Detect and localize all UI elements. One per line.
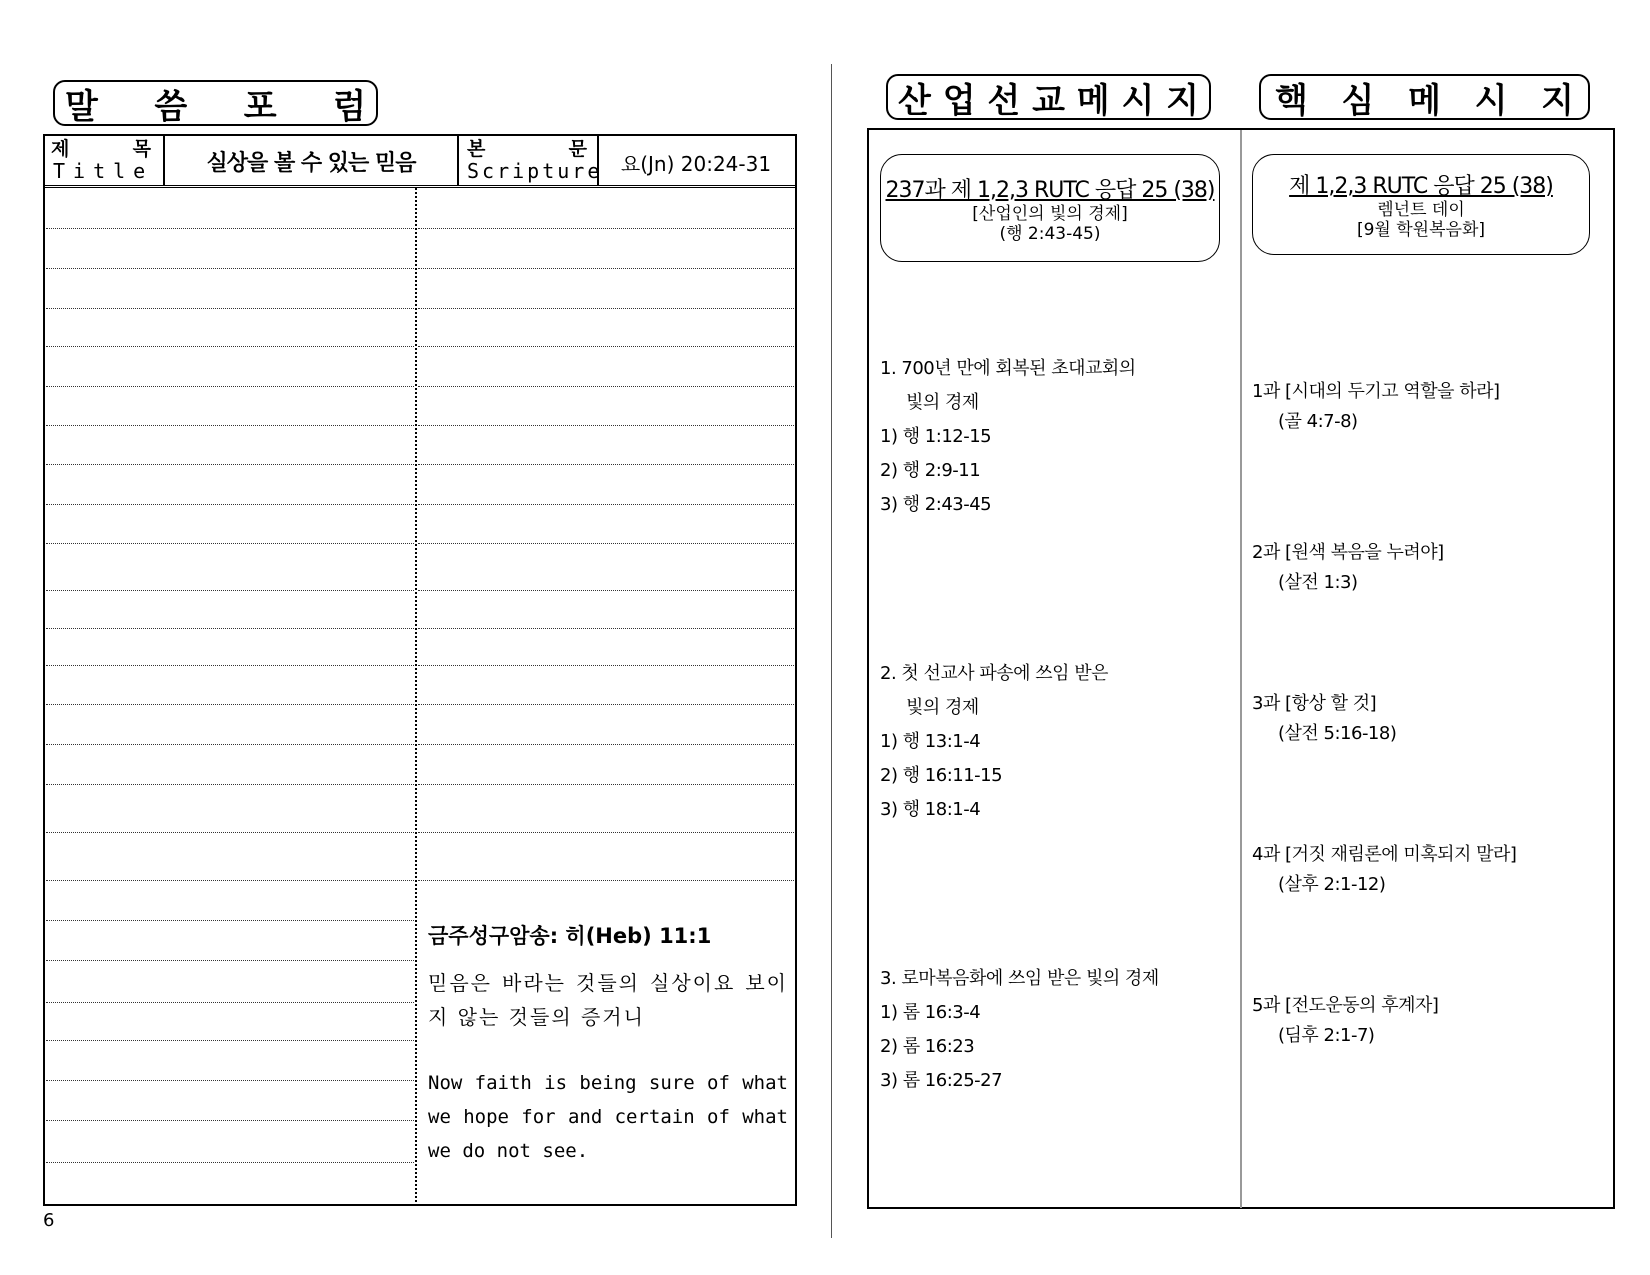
core-lesson-item bbox=[1252, 377, 1500, 437]
industrial-header-char: 업 bbox=[942, 80, 976, 121]
scripture-value-cell bbox=[599, 134, 793, 186]
core-header-char: 심 bbox=[1341, 80, 1375, 121]
note-line bbox=[418, 590, 794, 591]
page-spine bbox=[831, 64, 832, 1238]
section-heading-cont: 빛의 경제 bbox=[906, 697, 979, 718]
section-item: 2) 롬 16:23 bbox=[880, 1036, 975, 1057]
industrial-header-char: 시 bbox=[1121, 80, 1155, 121]
core-lesson-item-ref: (골 4:7-8) bbox=[1278, 411, 1358, 432]
note-line bbox=[46, 920, 414, 921]
core-lesson-item-ref: (살후 2:1-12) bbox=[1278, 874, 1386, 895]
section-heading: 1. 700년 만에 회복된 초대교회의 bbox=[880, 358, 1136, 379]
note-line bbox=[46, 425, 414, 426]
note-line bbox=[418, 543, 794, 544]
page-number: 6 bbox=[43, 1210, 55, 1231]
industrial-lesson-subtitle: [산업인의 빛의 경제] bbox=[972, 204, 1128, 224]
note-line bbox=[46, 504, 414, 505]
note-line bbox=[46, 308, 414, 309]
note-line bbox=[418, 704, 794, 705]
note-line bbox=[418, 386, 794, 387]
industrial-lesson-box bbox=[880, 154, 1220, 262]
core-header-char: 지 bbox=[1541, 80, 1574, 121]
note-line bbox=[418, 504, 794, 505]
memory-verse-english: Now faith is being sure of what we hope for and certain of what we do not see. bbox=[428, 1072, 788, 1162]
note-line bbox=[46, 1080, 414, 1081]
core-lesson-item bbox=[1252, 840, 1516, 900]
note-line bbox=[46, 832, 414, 833]
note-line bbox=[46, 665, 414, 666]
core-lesson-box bbox=[1252, 154, 1590, 255]
industrial-header-char: 메 bbox=[1076, 80, 1110, 121]
section-heading: 3. 로마복음화에 쓰임 받은 빛의 경제 bbox=[880, 968, 1159, 989]
core-header-char: 핵 bbox=[1275, 80, 1308, 121]
section-item: 1) 행 13:1-4 bbox=[880, 731, 981, 752]
forum-header-char: 포 bbox=[243, 86, 277, 127]
scripture-reference: 요(Jn) 20:24-31 bbox=[620, 152, 772, 176]
note-line bbox=[46, 268, 414, 269]
industrial-header-char: 지 bbox=[1166, 80, 1199, 121]
memory-verse-title: 금주성구암송: 히(Heb) 11:1 bbox=[428, 924, 712, 948]
note-line bbox=[418, 832, 794, 833]
core-lesson-title: 제 1,2,3 RUTC 응답 25 (38) bbox=[1289, 174, 1553, 199]
note-line bbox=[418, 464, 794, 465]
memory-verse-korean: 믿음은 바라는 것들의 실상이요 보이지 않는 것들의 증거니 bbox=[428, 971, 788, 1029]
section-item: 3) 롬 16:25-27 bbox=[880, 1070, 1003, 1091]
core-message-header bbox=[1259, 74, 1590, 120]
core-lesson-item-title: 5과 [전도운동의 후계자] bbox=[1252, 995, 1439, 1016]
forum-header-char: 럼 bbox=[333, 86, 366, 127]
industrial-header-char: 산 bbox=[898, 80, 931, 121]
note-line bbox=[46, 628, 414, 629]
sermon-title: 실상을 볼 수 있는 믿음 bbox=[206, 151, 416, 176]
section-item: 2) 행 16:11-15 bbox=[880, 765, 1003, 786]
section-heading-cont: 빛의 경제 bbox=[906, 392, 979, 413]
core-lesson-item-title: 2과 [원색 복음을 누려야] bbox=[1252, 542, 1444, 563]
title-label-cell: 제 목 Title bbox=[43, 134, 165, 186]
note-line bbox=[46, 784, 414, 785]
core-lesson-subtitle: 렘넌트 데이 bbox=[1377, 200, 1465, 220]
message-column-divider bbox=[1240, 130, 1242, 1208]
note-line bbox=[46, 880, 414, 881]
note-line bbox=[46, 1120, 414, 1121]
note-line bbox=[418, 784, 794, 785]
core-lesson-item-ref: (살전 5:16-18) bbox=[1278, 723, 1397, 744]
section-item: 3) 행 2:43-45 bbox=[880, 494, 992, 515]
section-item: 1) 행 1:12-15 bbox=[880, 426, 992, 447]
core-lesson-item-title: 3과 [항상 할 것] bbox=[1252, 693, 1377, 714]
title-value-cell bbox=[165, 134, 459, 186]
industrial-header-char: 선 bbox=[987, 80, 1021, 121]
core-lesson-item-ref: (딤후 2:1-7) bbox=[1278, 1025, 1375, 1046]
title-row bbox=[43, 134, 797, 188]
scripture-label-en: Scripture bbox=[467, 159, 603, 183]
note-line bbox=[418, 628, 794, 629]
note-line bbox=[418, 308, 794, 309]
core-header-char: 시 bbox=[1474, 80, 1508, 121]
note-line bbox=[418, 880, 794, 881]
note-line bbox=[46, 704, 414, 705]
industrial-lesson-title: 237과 제 1,2,3 RUTC 응답 25 (38) bbox=[885, 178, 1215, 203]
core-lesson-item-ref: (살전 1:3) bbox=[1278, 572, 1358, 593]
note-line bbox=[46, 590, 414, 591]
note-line bbox=[46, 386, 414, 387]
note-line bbox=[46, 228, 414, 229]
industrial-section bbox=[880, 962, 1159, 1098]
scripture-label-cell: 본 문 Scripture bbox=[459, 134, 599, 186]
core-lesson-theme: [9월 학원복음화] bbox=[1356, 220, 1486, 240]
note-line bbox=[46, 960, 414, 961]
note-line bbox=[46, 1040, 414, 1041]
core-lesson-item bbox=[1252, 991, 1438, 1051]
note-line bbox=[46, 744, 414, 745]
core-lesson-item-title: 1과 [시대의 두기고 역할을 하라] bbox=[1252, 381, 1500, 402]
industrial-section bbox=[880, 352, 1136, 522]
notes-column-divider bbox=[415, 188, 417, 1206]
section-item: 3) 행 18:1-4 bbox=[880, 799, 981, 820]
sermon-note-frame bbox=[43, 134, 797, 1206]
industrial-lesson-reference: (행 2:43-45) bbox=[999, 224, 1101, 244]
note-line bbox=[418, 665, 794, 666]
core-header-char: 메 bbox=[1408, 80, 1441, 121]
industrial-message-header bbox=[886, 74, 1211, 120]
note-line bbox=[46, 543, 414, 544]
note-line bbox=[418, 425, 794, 426]
title-label-en: Title bbox=[53, 159, 154, 183]
section-heading: 2. 첫 선교사 파송에 쓰임 받은 bbox=[880, 663, 1109, 684]
forum-header-char: 씀 bbox=[154, 86, 188, 127]
section-item: 1) 롬 16:3-4 bbox=[880, 1002, 981, 1023]
note-line bbox=[418, 346, 794, 347]
note-line bbox=[418, 268, 794, 269]
note-line bbox=[418, 228, 794, 229]
forum-header-char: 말 bbox=[65, 86, 98, 127]
note-line bbox=[46, 1162, 414, 1163]
core-lesson-item bbox=[1252, 538, 1444, 598]
industrial-section bbox=[880, 657, 1108, 827]
note-line bbox=[46, 1002, 414, 1003]
note-line bbox=[46, 346, 414, 347]
forum-header bbox=[53, 80, 378, 126]
core-lesson-item-title: 4과 [거짓 재림론에 미혹되지 말라] bbox=[1252, 844, 1517, 865]
note-line bbox=[418, 744, 794, 745]
core-lesson-item bbox=[1252, 689, 1396, 749]
industrial-header-char: 교 bbox=[1032, 80, 1065, 121]
note-line bbox=[46, 464, 414, 465]
section-item: 2) 행 2:9-11 bbox=[880, 460, 981, 481]
